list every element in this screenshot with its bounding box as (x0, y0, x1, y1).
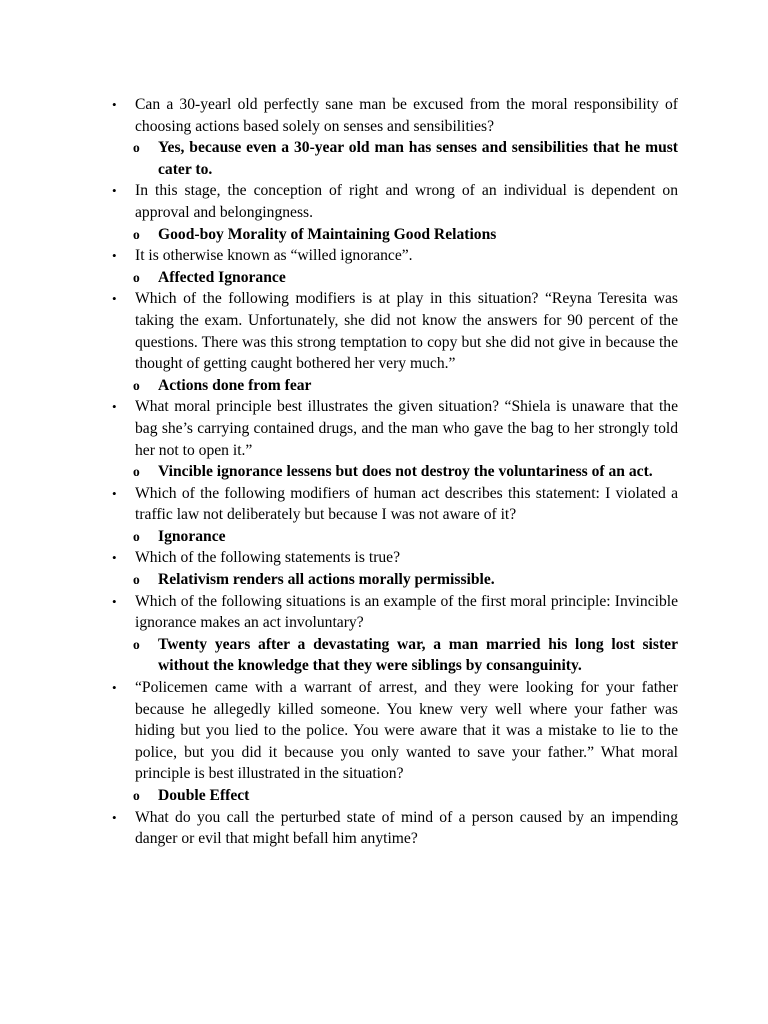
bullet-icon: • (112, 485, 117, 501)
question-item (112, 677, 678, 785)
question-item (112, 591, 678, 634)
answer-text: Vincible ignorance lessens but does not destroy the voluntariness of an act. (158, 463, 653, 481)
answer-text: Relativism renders all actions morally permissible. (158, 571, 495, 589)
bullet-icon: • (112, 291, 117, 307)
answer-text: Ignorance (158, 527, 226, 545)
question-text: Which of the following modifiers of human act describes this statement: I violated a traffic law not deliberately but because I was not aware of it? (135, 484, 678, 524)
question-text: What moral principle best illustrates the given situation? “Shiela is unaware that the bag she’s carrying contained drugs, and the man who gave the bag to her strongly told her not to open it.” (135, 398, 678, 459)
question-item (112, 180, 678, 223)
answer-item (112, 137, 678, 180)
sub-bullet-icon: o (133, 788, 140, 803)
sub-bullet-icon: o (133, 226, 140, 242)
question-item (112, 288, 678, 374)
question-text: Can a 30-yearl old perfectly sane man be excused from the moral responsibility of choosing actions based solely on senses and sensibilities? (135, 96, 678, 135)
sub-bullet-icon: o (133, 464, 140, 480)
answer-item (112, 267, 678, 289)
bullet-icon: • (112, 399, 117, 415)
answer-text: Yes, because even a 30-year old man has senses and sensibilities that he must cater to. (158, 139, 678, 178)
bullet-icon: • (112, 97, 117, 112)
question-item (112, 396, 678, 461)
answer-text: Twenty years after a devastating war, a man married his long lost sister without the knowledge that they were siblings by consanguinity. (158, 635, 678, 675)
sub-bullet-icon: o (133, 528, 140, 544)
sub-bullet-icon: o (133, 140, 140, 156)
bullet-icon: • (112, 183, 117, 199)
question-item (112, 94, 678, 137)
question-item (112, 245, 678, 267)
answer-item (112, 375, 678, 397)
question-text: It is otherwise known as “willed ignorance”. (135, 247, 413, 265)
question-text: In this stage, the conception of right and wrong of an individual is dependent on approval and belongingness. (135, 182, 678, 221)
sub-bullet-icon: o (133, 377, 140, 393)
question-item (112, 807, 678, 850)
question-item (112, 483, 678, 526)
answer-item (112, 785, 678, 807)
answer-item (112, 569, 678, 591)
answer-text: Affected Ignorance (158, 268, 286, 286)
question-text: Which of the following statements is true? (135, 549, 401, 567)
question-list (112, 94, 678, 850)
question-text: Which of the following modifiers is at play in this situation? “Reyna Teresita was taking the exam. Unfortunately, she did not know the answers for 90 percent of the questions. There was this strong temptation to copy but she did not give in because the thought of getting caught bothered her very much.” (135, 290, 678, 373)
bullet-icon: • (112, 248, 117, 264)
answer-text: Actions done from fear (158, 376, 312, 394)
answer-item (112, 224, 678, 246)
answer-item (112, 461, 678, 483)
answer-text: Double Effect (158, 787, 250, 804)
answer-item (112, 634, 678, 677)
question-item (112, 547, 678, 569)
answer-item (112, 526, 678, 548)
question-text: “Policemen came with a warrant of arrest, and they were looking for your father because he allegedly killed someone. You knew very well where your father was hiding but you lied to the police. You were aware that it was a mistake to lie to the police, but you did it because you only wanted to save your father.” What moral principle is best illustrated in the situation? (135, 679, 678, 783)
question-text: Which of the following situations is an example of the first moral principle: Invincible ignorance makes an act involuntary? (135, 592, 678, 632)
bullet-icon: • (112, 593, 117, 609)
sub-bullet-icon: o (133, 269, 140, 285)
bullet-icon: • (112, 680, 117, 696)
sub-bullet-icon: o (133, 572, 140, 588)
sub-bullet-icon: o (133, 636, 140, 652)
answer-text: Good-boy Morality of Maintaining Good Relations (158, 225, 497, 243)
bullet-icon: • (112, 809, 117, 825)
bullet-icon: • (112, 550, 117, 566)
question-text: What do you call the perturbed state of mind of a person caused by an impending danger or evil that might befall him anytime? (135, 808, 678, 848)
